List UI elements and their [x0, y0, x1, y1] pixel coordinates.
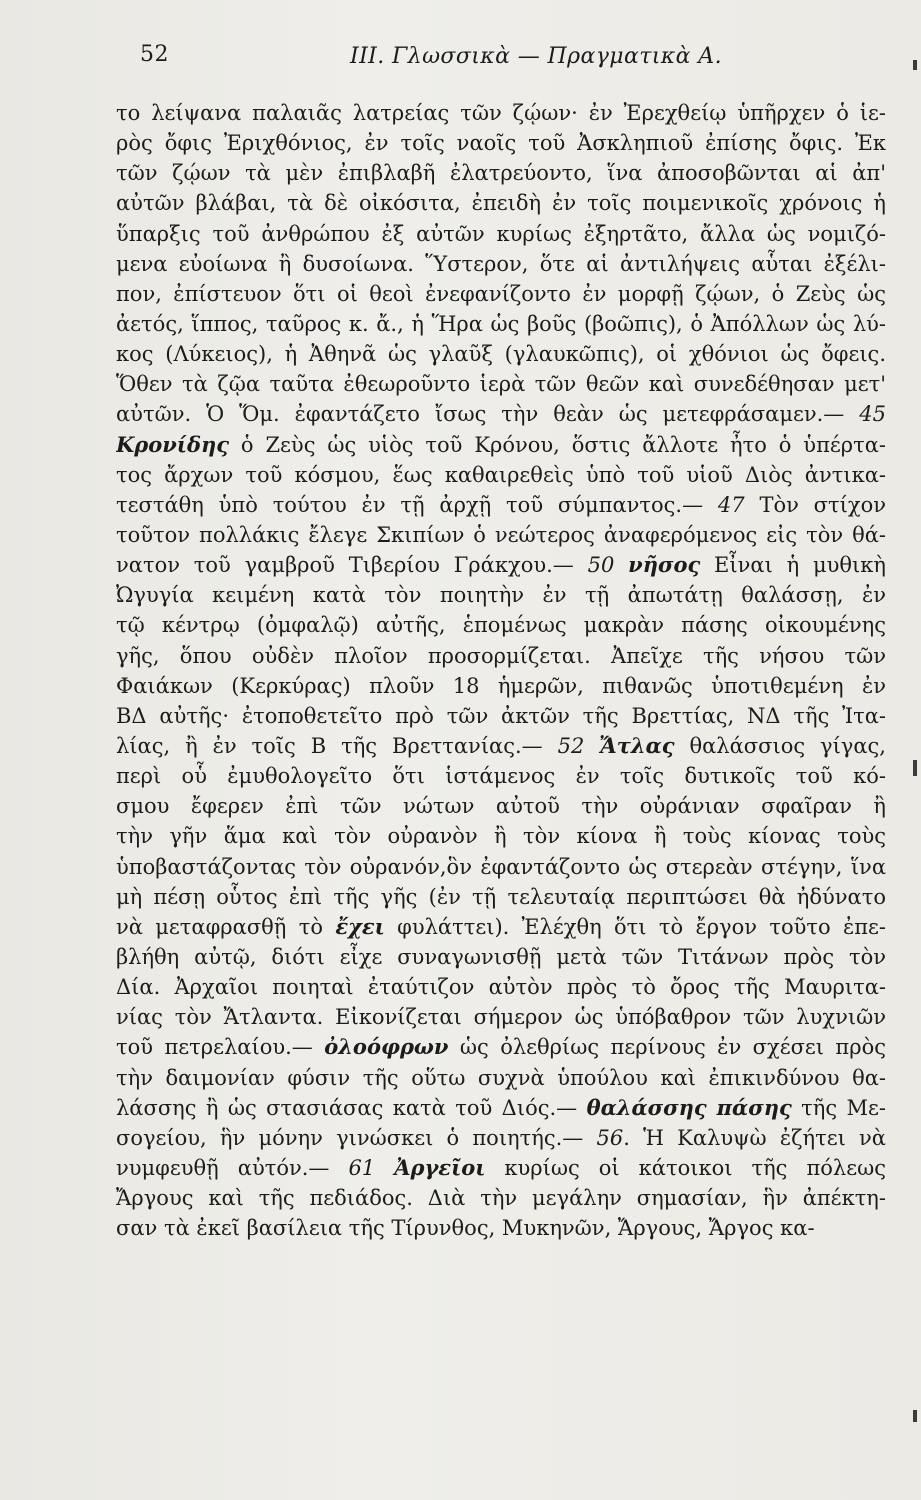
text-line: ὑποβαστάζοντας τὸν οὐρανόν,ὃν ἐφαντάζοντο ὡς στερεὰν στέγην, ἵνα — [116, 854, 886, 879]
text-line: Ὅθεν τὰ ζῷα ταῦτα ἐθεωροῦντο ἱερὰ τῶν θεῶν καὶ συνεδέθησαν μετ' — [116, 372, 886, 397]
page-number: 52 — [140, 42, 169, 67]
text-line: τος ἄρχων τοῦ κόσμου, ἕως καθαιρεθεὶς ὑπὸ τοῦ υἱοῦ Διὸς ἀντικα- — [116, 462, 886, 487]
text-line: γῆς, ὅπου οὐδὲν πλοῖον προσορμίζεται. Ἀπεῖχε τῆς νήσου τῶν — [116, 643, 886, 668]
page-edge-mark — [913, 60, 917, 70]
text-line: σογείου, ἣν μόνην γινώσκει ὁ ποιητής.— 56. Ἡ Καλυψὼ ἐζήτει νὰ — [116, 1125, 886, 1150]
page-edge-mark — [913, 760, 917, 776]
lemma-term: Ἀργεῖοι — [394, 1154, 486, 1180]
commentary-text — [116, 98, 886, 1243]
text-line: Κρονίδης ὁ Ζεὺς ὡς υἱὸς τοῦ Κρόνου, ὅστις ἄλλοτε ἦτο ὁ ὑπέρτα- — [116, 431, 886, 457]
text-line: ἀετός, ἵππος, ταῦρος κ. ἄ., ἡ Ἥρα ὡς βοῦς (βοῶπις), ὁ Ἀπόλλων ὡς λύ- — [116, 311, 886, 336]
note-number: 56 — [596, 1125, 624, 1150]
page-edge-mark — [913, 1410, 917, 1422]
text-line: τῶν ζῴων τὰ μὲν ἐπιβλαβῆ ἐλατρεύοντο, ἵνα ἀποσοβῶνται αἱ ἀπ' — [116, 161, 886, 186]
text-line: τοῦ πετρελαίου.— ὀλοόφρων ὡς ὀλεθρίως περίνους ἐν σχέσει πρὸς — [116, 1034, 886, 1060]
text-line: κος (Λύκειος), ἡ Ἀθηνᾶ ὡς γλαῦξ (γλαυκῶπις), οἱ χθόνιοι ὡς ὄφεις. — [116, 342, 886, 367]
text-line: λάσσης ἢ ὡς στασιάσας κατὰ τοῦ Διός.— θαλάσσης πάσης τῆς Με- — [116, 1094, 886, 1120]
text-line: μὴ πέσῃ οὗτος ἐπὶ τῆς γῆς (ἐν τῇ τελευταίᾳ περιπτώσει θὰ ἠδύνατο — [116, 884, 886, 909]
text-line: το λείψανα παλαιᾶς λατρείας τῶν ζῴων· ἐν Ἐρεχθείῳ ὑπῆρχεν ὁ ἱε- — [116, 101, 886, 125]
lemma-term: θαλάσσης πάσης — [586, 1094, 792, 1120]
lemma-term: νῆσος — [628, 552, 701, 578]
text-line: βλήθη αὐτῷ, διότι εἶχε συναγωνισθῇ μετὰ τῶν Τιτάνων πρὸς τὸν — [116, 944, 886, 969]
text-line: τοῦτον πολλάκις ἔλεγε Σκιπίων ὁ νεώτερος ἀναφερόμενος εἰς τὸν θά- — [116, 522, 886, 547]
lemma-term: ἔχει — [335, 913, 385, 939]
note-number: 47 — [717, 492, 745, 517]
page-header — [140, 36, 870, 76]
text-line: πον, ἐπίστευον ὅτι οἱ θεοὶ ἐνεφανίζοντο ἐν μορφῇ ζῴων, ὁ Ζεὺς ὡς — [116, 281, 886, 306]
note-number: 61 — [348, 1155, 376, 1180]
note-number: 52 — [557, 733, 585, 758]
text-line: λίας, ἢ ἐν τοῖς Β τῆς Βρεττανίας.— 52 Ἄτλας θαλάσσιος γίγας, — [116, 732, 886, 758]
text-line: περὶ οὗ ἐμυθολογεῖτο ὅτι ἱστάμενος ἐν τοῖς δυτικοῖς τοῦ κό- — [116, 764, 886, 789]
running-title: ΙΙΙ. Γλωσσικὰ — Πραγματικὰ Α. — [350, 44, 722, 69]
lemma-term: Ἄτλας — [599, 732, 675, 758]
lemma-term: ὀλοόφρων — [324, 1034, 449, 1060]
text-line: τεστάθη ὑπὸ τούτου ἐν τῇ ἀρχῇ τοῦ σύμπαντος.— 47 Τὸν στίχον — [116, 492, 886, 517]
text-line: τὴν δαιμονίαν φύσιν τῆς οὕτω συχνὰ ὑπούλου καὶ ἐπικινδύνου θα- — [116, 1065, 886, 1090]
text-line: νατον τοῦ γαμβροῦ Τιβερίου Γράκχου.— 50 νῆσος Εἶναι ἡ μυθικὴ — [116, 552, 886, 578]
text-line: νίας τὸν Ἄτλαντα. Εἰκονίζεται σήμερον ὡς ὑπόβαθρον τῶν λυχνιῶν — [116, 1005, 886, 1030]
lemma-term: Κρονίδης — [116, 431, 230, 457]
text-line: τῷ κέντρῳ (ὀμφαλῷ) αὐτῆς, ἑπομένως μακρὰν πάσης οἰκουμένης — [116, 613, 886, 638]
text-line: σαν τὰ ἐκεῖ βασίλεια τῆς Τίρυνθος, Μυκηνῶν, Ἄργους, Ἄργος κα- — [116, 1216, 815, 1241]
text-line: Ἄργους καὶ τῆς πεδιάδος. Διὰ τὴν μεγάλην σημασίαν, ἣν ἀπέκτη- — [116, 1186, 886, 1211]
text-line: ρὸς ὄφις Ἐριχθόνιος, ἐν τοῖς ναοῖς τοῦ Ἀσκληπιοῦ ἐπίσης ὄφις. Ἐκ — [116, 131, 886, 156]
text-line: ὕπαρξις τοῦ ἀνθρώπου ἐξ αὐτῶν κυρίως ἐξηρτᾶτο, ἄλλα ὡς νομιζό- — [116, 221, 886, 246]
text-line: Ὠγυγία κειμένη κατὰ τὸν ποιητὴν ἐν τῇ ἀπωτάτῃ θαλάσσῃ, ἐν — [116, 583, 886, 608]
text-line: νυμφευθῇ αὐτόν.— 61 Ἀργεῖοι κυρίως οἱ κάτοικοι τῆς πόλεως — [116, 1154, 886, 1180]
note-number: 50 — [587, 553, 615, 578]
text-line: αὐτῶν. Ὁ Ὅμ. ἐφαντάζετο ἴσως τὴν θεὰν ὡς μετεφράσαμεν.— 45 — [116, 402, 886, 427]
text-line: νὰ μεταφρασθῇ τὸ ἔχει φυλάττει). Ἐλέχθη ὅτι τὸ ἔργον τοῦτο ἐπε- — [116, 913, 886, 939]
text-line: σμου ἔφερεν ἐπὶ τῶν νώτων αὐτοῦ τὴν οὐράνιαν σφαῖραν ἢ — [116, 794, 886, 819]
text-line: Δία. Ἀρχαῖοι ποιηταὶ ἐταύτιζον αὐτὸν πρὸς τὸ ὄρος τῆς Μαυριτα- — [116, 975, 886, 1000]
text-line: μενα εὐοίωνα ἢ δυσοίωνα. Ὕστερον, ὅτε αἱ ἀντιλήψεις αὗται ἐξέλι- — [116, 251, 886, 276]
text-line: ΒΔ αὐτῆς· ἐτοποθετεῖτο πρὸ τῶν ἀκτῶν τῆς Βρεττίας, ΝΔ τῆς Ἰτα- — [116, 703, 886, 728]
text-line: Φαιάκων (Κερκύρας) πλοῦν 18 ἡμερῶν, πιθανῶς ὑποτιθεμένη ἐν — [116, 673, 886, 698]
text-line: τὴν γῆν ἅμα καὶ τὸν οὐρανὸν ἢ τὸν κίονα ἢ τοὺς κίονας τοὺς — [116, 824, 886, 849]
note-number: 45 — [859, 402, 886, 427]
text-line: αὐτῶν βλάβαι, τὰ δὲ οἰκόσιτα, ἐπειδὴ ἐν τοῖς ποιμενικοῖς χρόνοις ἡ — [116, 191, 886, 216]
